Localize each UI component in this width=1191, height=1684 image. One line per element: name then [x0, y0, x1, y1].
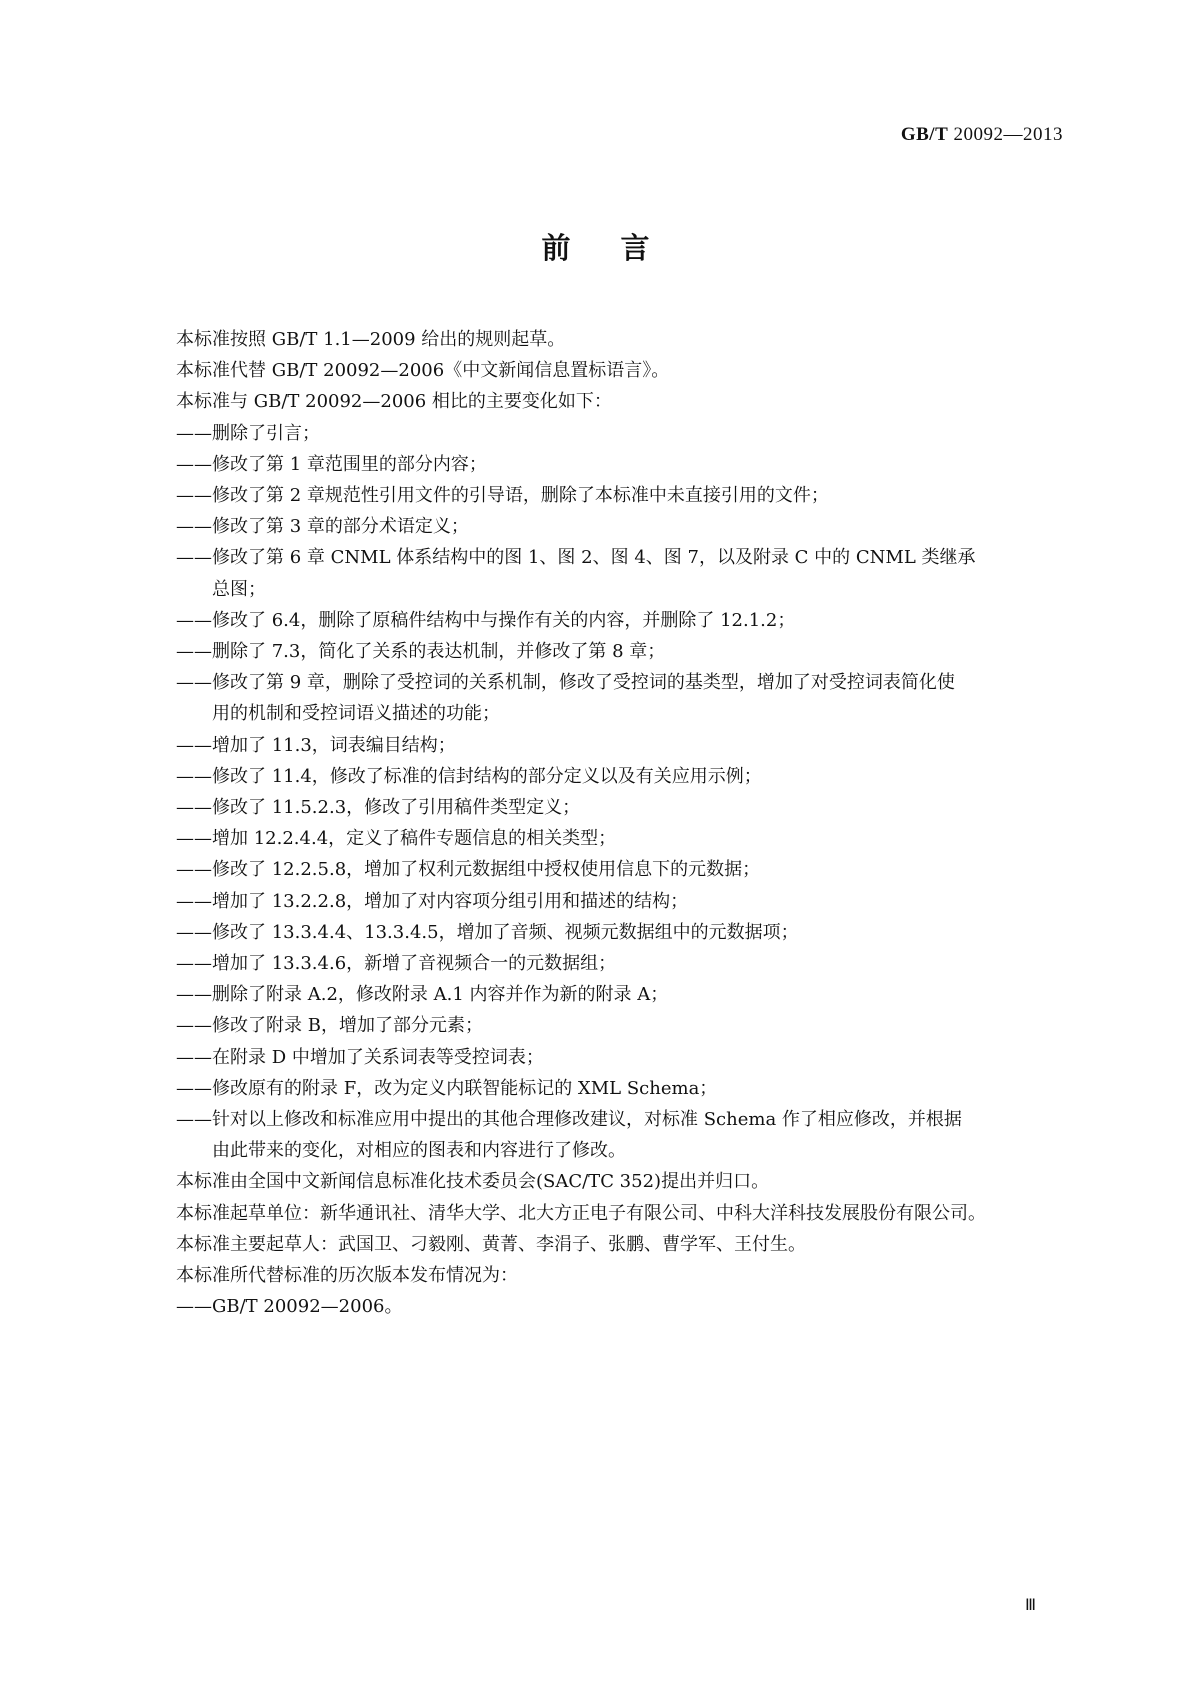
change-item-line: ——针对以上修改和标准应用中提出的其他合理修改建议，对标准 Schema 作了相应修改，并根据 [176, 1109, 962, 1131]
change-item [140, 418, 1052, 449]
change-item-line: ——修改了第 9 章，删除了受控词的关系机制，修改了受控词的基类型，增加了对受控词表简化使 [176, 672, 955, 694]
drafting-rule-paragraph: 本标准按照 GB/T 1.1—2009 给出的规则起草。 [176, 329, 566, 350]
change-item-continuation: 用的机制和受控词语义描述的功能； [212, 703, 500, 725]
change-item [140, 511, 1052, 542]
change-item [140, 1104, 1052, 1166]
change-item-line: ——增加了 13.3.4.6，新增了音视频合一的元数据组； [176, 953, 617, 975]
change-item [140, 1010, 1052, 1041]
change-item [140, 917, 1052, 948]
proposer-paragraph: 本标准由全国中文新闻信息标准化技术委员会(SAC/TC 352)提出并归口。 [176, 1171, 770, 1193]
change-item [140, 854, 1052, 885]
change-item-line: ——修改了 11.4，修改了标准的信封结构的部分定义以及有关应用示例； [176, 765, 762, 787]
change-item-line: ——修改了 6.4，删除了原稿件结构中与操作有关的内容，并删除了 12.1.2； [176, 609, 796, 631]
change-item [140, 480, 1052, 511]
change-item-line: ——修改原有的附录 F，改为定义内联智能标记的 XML Schema； [176, 1077, 718, 1099]
change-item-line: ——增加了 11.3，词表编目结构； [176, 734, 456, 756]
change-item-line: ——删除了引言； [176, 422, 320, 444]
changes-intro-paragraph: 本标准与 GB/T 20092—2006 相比的主要变化如下： [176, 391, 612, 413]
change-item [140, 730, 1052, 761]
change-item-continuation: 总图； [212, 578, 266, 600]
change-item-line: ——修改了 12.2.5.8，增加了权利元数据组中授权使用信息下的元数据； [176, 859, 761, 881]
change-item-line: ——修改了 11.5.2.3，修改了引用稿件类型定义； [176, 797, 581, 819]
change-item [140, 792, 1052, 823]
change-item-line: ——修改了附录 B，增加了部分元素； [176, 1015, 483, 1037]
change-item-line: ——删除了附录 A.2，修改附录 A.1 内容并作为新的附录 A； [176, 984, 669, 1006]
change-item-line: ——修改了第 2 章规范性引用文件的引导语，删除了本标准中未直接引用的文件； [176, 485, 829, 507]
standard-code-number: 20092—2013 [953, 124, 1063, 145]
change-item-line: ——修改了第 1 章范围里的部分内容； [176, 453, 487, 475]
change-item-line: ——在附录 D 中增加了关系词表等受控词表； [176, 1046, 544, 1068]
standard-code-prefix: GB/T [900, 124, 949, 145]
standard-code [901, 124, 1063, 146]
change-item-line: ——增加 12.2.4.4，定义了稿件专题信息的相关类型； [176, 828, 617, 850]
page-number: Ⅲ [1025, 1597, 1037, 1614]
page-title: 前言 [541, 231, 700, 265]
change-item [140, 542, 1052, 604]
change-item [140, 605, 1052, 636]
change-item [140, 636, 1052, 667]
change-item [140, 979, 1052, 1010]
change-item [140, 886, 1052, 917]
replaces-paragraph: 本标准代替 GB/T 20092—2006《中文新闻信息置标语言》。 [176, 360, 670, 382]
change-item-line: ——增加了 13.2.2.8，增加了对内容项分组引用和描述的结构； [176, 890, 689, 912]
drafting-units-paragraph: 本标准起草单位：新华通讯社、清华大学、北大方正电子有限公司、中科大洋科技发展股份有限公司。 [176, 1202, 986, 1224]
foreword-body [140, 324, 1052, 1323]
change-item [140, 1042, 1052, 1073]
history-item: ——GB/T 20092—2006。 [176, 1296, 403, 1318]
change-item-continuation: 由此带来的变化，对相应的图表和内容进行了修改。 [212, 1140, 626, 1162]
change-item [140, 667, 1052, 729]
change-item [140, 761, 1052, 792]
change-item [140, 948, 1052, 979]
change-item [140, 1073, 1052, 1104]
history-intro-paragraph: 本标准所代替标准的历次版本发布情况为： [176, 1265, 518, 1287]
change-item [140, 823, 1052, 854]
change-item-line: ——修改了 13.3.4.4、13.3.4.5，增加了音频、视频元数据组中的元数据项； [176, 921, 799, 943]
change-item-line: ——修改了第 6 章 CNML 体系结构中的图 1、图 2、图 4、图 7，以及附录 C 中的 CNML 类继承 [176, 547, 976, 569]
change-item-line: ——删除了 7.3，简化了关系的表达机制，并修改了第 8 章； [176, 641, 666, 663]
change-item [140, 449, 1052, 480]
changes-list [140, 418, 1052, 1167]
drafters-paragraph: 本标准主要起草人：武国卫、刁毅刚、黄菁、李涓子、张鹏、曹学军、王付生。 [176, 1233, 806, 1255]
change-item-line: ——修改了第 3 章的部分术语定义； [176, 516, 469, 538]
